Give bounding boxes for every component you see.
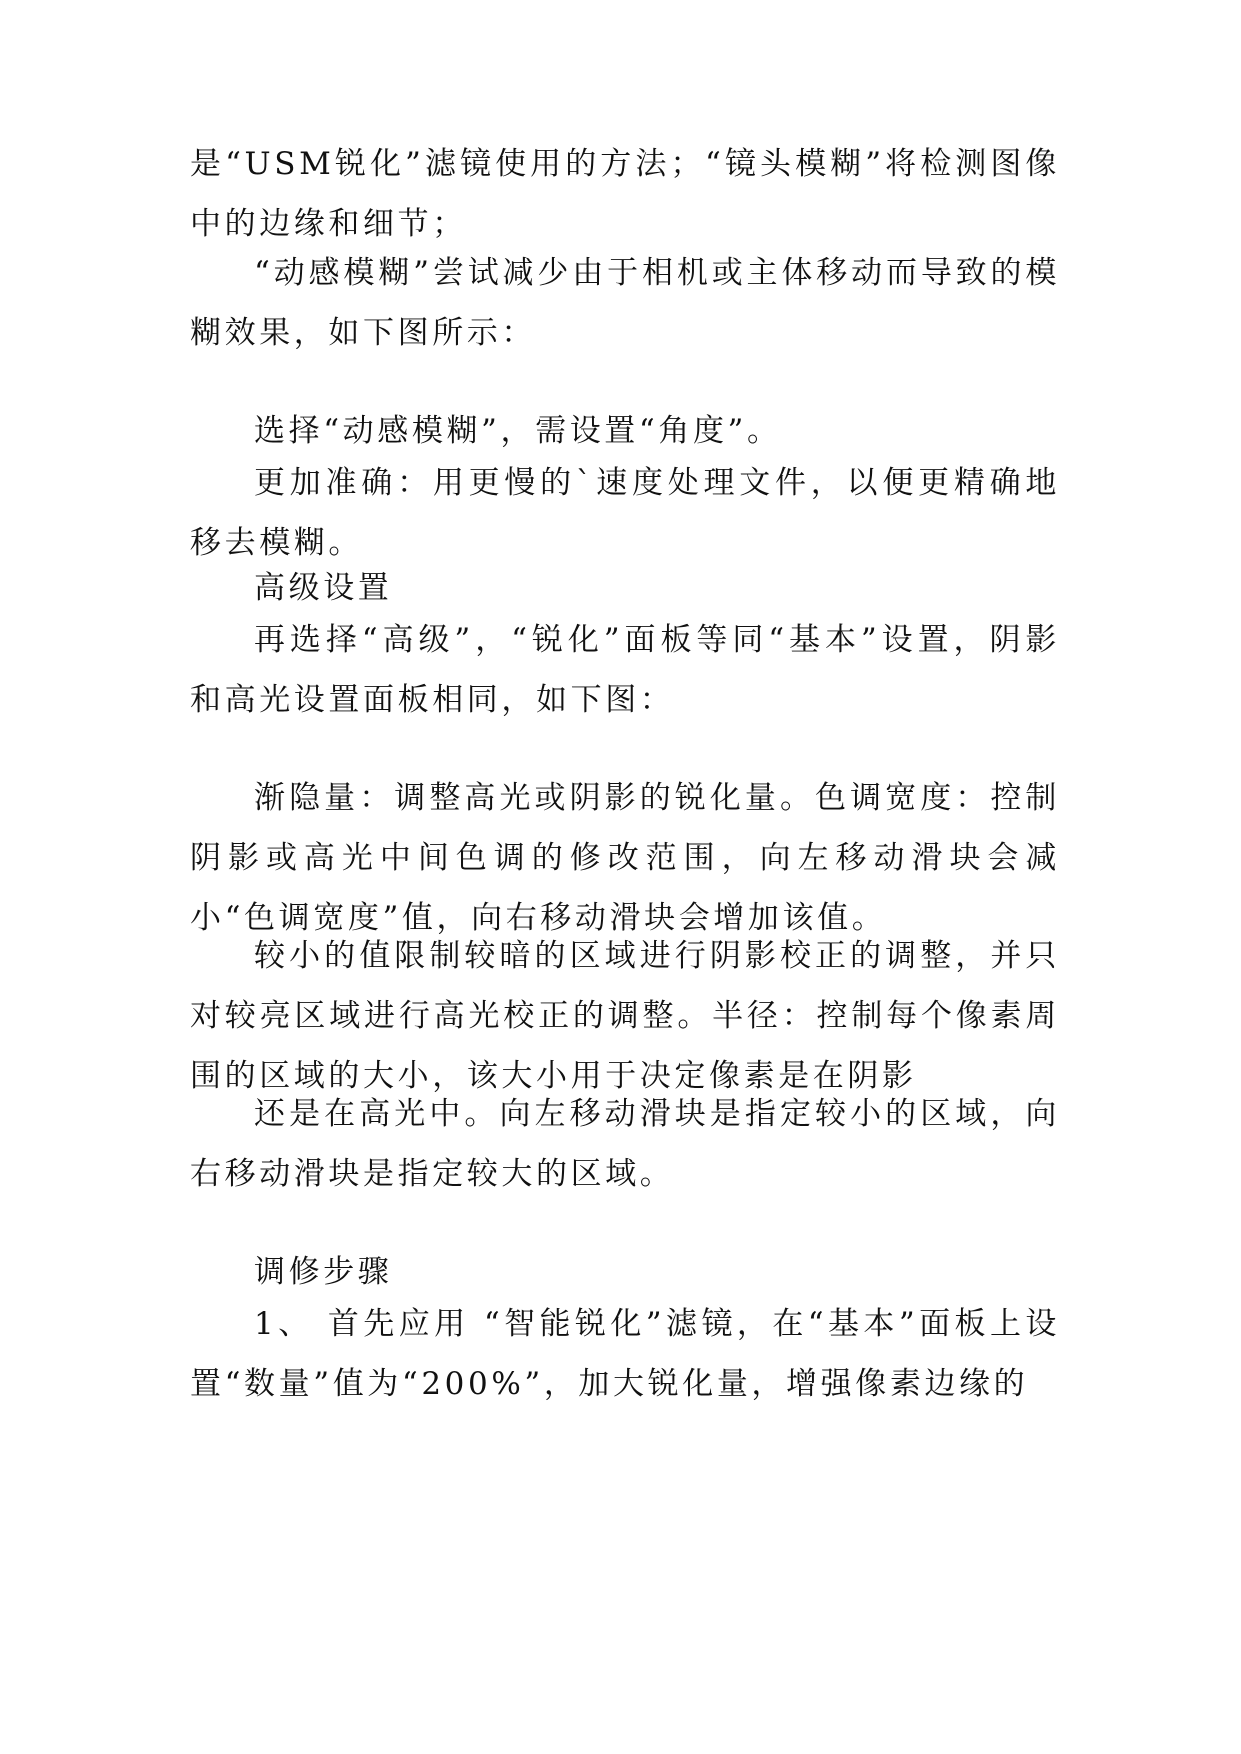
paragraph-fade-amount: 渐隐量：调整高光或阴影的锐化量。色调宽度：控制阴影或高光中间色调的修改范围，向左移动滑块会减小“色调宽度”值，向右移动滑块会增加该值。 [190,780,1060,936]
paragraph-step-1: 1、 首先应用 “智能锐化”滤镜，在“基本”面板上设置“数量”值为“200%”，加大锐化量，增强像素边缘的 [190,1306,1060,1402]
paragraph-motion-blur: “动感模糊”尝试减少由于相机或主体移动而导致的模糊效果，如下图所示： [190,255,1060,351]
paragraph-more-accurate: 更加准确：用更慢的`速度处理文件，以便更精确地移去模糊。 [190,465,1060,561]
paragraph-highlights-slider: 还是在高光中。向左移动滑块是指定较小的区域，向右移动滑块是指定较大的区域。 [190,1096,1060,1192]
paragraph-select-motion-blur: 选择“动感模糊”，需设置“角度”。 [254,413,782,449]
paragraph-smaller-values: 较小的值限制较暗的区域进行阴影校正的调整，并只对较亮区域进行高光校正的调整。半径：控制每个像素周围的区域的大小，该大小用于决定像素是在阴影 [190,938,1060,1094]
heading-retouch-steps: 调修步骤 [254,1254,393,1290]
paragraph-select-advanced: 再选择“高级”，“锐化”面板等同“基本”设置，阴影和高光设置面板相同，如下图： [190,622,1060,718]
heading-advanced-settings: 高级设置 [254,570,393,606]
paragraph-usm-lens-blur: 是“USM锐化”滤镜使用的方法；“镜头模糊”将检测图像中的边缘和细节； [190,146,1060,242]
